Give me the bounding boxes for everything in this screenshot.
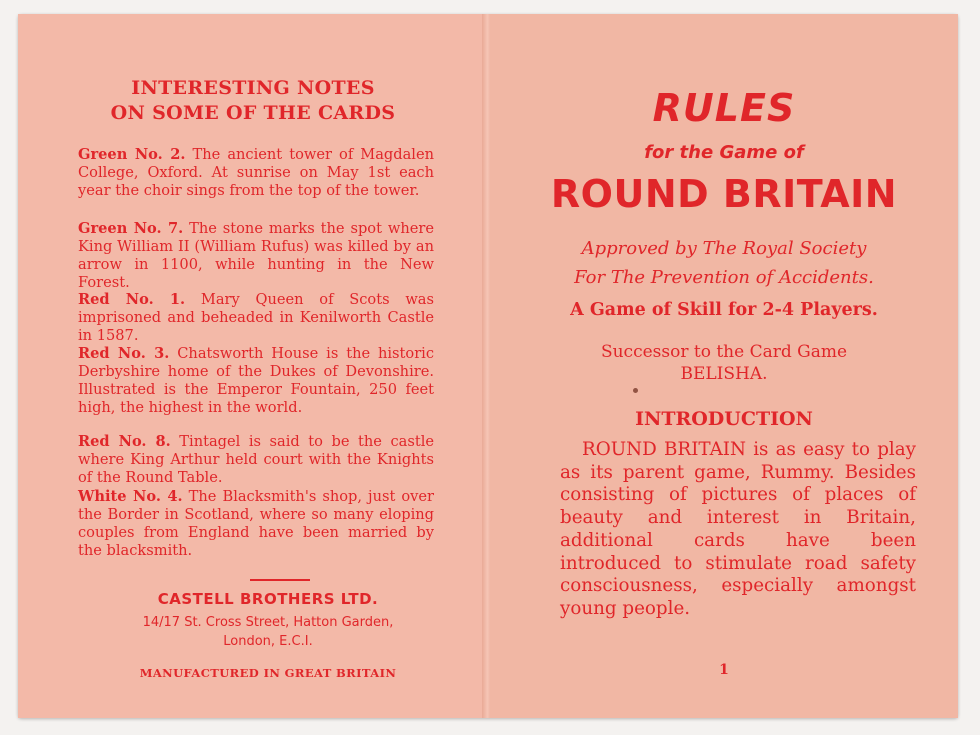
note-red-3 — [78, 345, 434, 417]
successor-line1: Successor to the Card Game — [600, 342, 848, 362]
note-white-4 — [78, 488, 434, 560]
page-number: 1 — [719, 662, 729, 678]
successor-note — [490, 341, 958, 385]
divider-rule — [250, 579, 310, 581]
note-label: Red No. 1. — [78, 291, 186, 308]
publisher-address-line1: 14/17 St. Cross Street, Hatton Garden, — [142, 615, 394, 630]
note-label: Red No. 3. — [78, 345, 170, 362]
note-text: Chatsworth House is the historic Derbyshire home of the Dukes of Devonshire. Illustrated is the Emperor Fountain, 250 feet high, the highest in the world. — [78, 345, 435, 416]
note-text: Tintagel is said to be the castle where King Arthur held court with the Knights of the Round Table. — [78, 433, 435, 486]
intro-heading: INTRODUCTION — [635, 408, 813, 430]
notes-heading — [78, 76, 428, 126]
intro-text: ROUND BRITAIN is as easy to play as its parent game, Rummy. Besides consisting of pictures of places of beauty and interest in Britain, additional cards have been introduced to stimulate road safety consciousness, especially amongst young people. — [560, 439, 916, 619]
manufactured-note: MANUFACTURED IN GREAT BRITAIN — [139, 666, 397, 680]
note-text: The Blacksmith's shop, just over the Border in Scotland, where so many eloping couples from England have been married by the blacksmith. — [78, 488, 434, 559]
note-label: Red No. 8. — [78, 433, 171, 450]
skill-line: A Game of Skill for 2-4 Players. — [570, 300, 878, 320]
game-name: ROUND BRITAIN — [550, 172, 898, 216]
approval-note — [490, 234, 958, 292]
left-page — [18, 14, 486, 718]
notes-heading-line2: ON SOME OF THE CARDS — [110, 102, 396, 124]
booklet — [18, 14, 958, 718]
approval-line1: Approved by The Royal Society — [581, 238, 867, 259]
note-text: The ancient tower of Magdalen College, Oxford. At sunrise on May 1st each year the choir sings from the top of the tower. — [78, 146, 434, 199]
note-text: The stone marks the spot where King William II (William Rufus) was killed by an arrow in 1100, while hunting in the New Forest. — [78, 220, 434, 291]
publisher-address-line2: London, E.C.I. — [223, 634, 313, 649]
rules-title: RULES — [652, 86, 796, 130]
note-text: Mary Queen of Scots was imprisoned and beheaded in Kenilworth Castle in 1587. — [78, 291, 434, 344]
right-page — [490, 14, 958, 718]
successor-line2: BELISHA. — [680, 364, 768, 384]
note-label: Green No. 2. — [78, 146, 186, 163]
note-green-2 — [78, 146, 434, 200]
approval-line2: For The Prevention of Accidents. — [574, 267, 874, 288]
note-red-1 — [78, 291, 434, 345]
note-label: Green No. 7. — [78, 220, 184, 237]
for-game-subtitle: for the Game of — [644, 142, 804, 163]
note-red-8 — [78, 433, 434, 487]
publisher-name: CASTELL BROTHERS LTD. — [157, 590, 379, 608]
paper-speck — [633, 388, 638, 393]
notes-heading-line1: INTERESTING NOTES — [131, 77, 375, 99]
note-green-7 — [78, 220, 434, 292]
note-label: White No. 4. — [78, 488, 183, 505]
